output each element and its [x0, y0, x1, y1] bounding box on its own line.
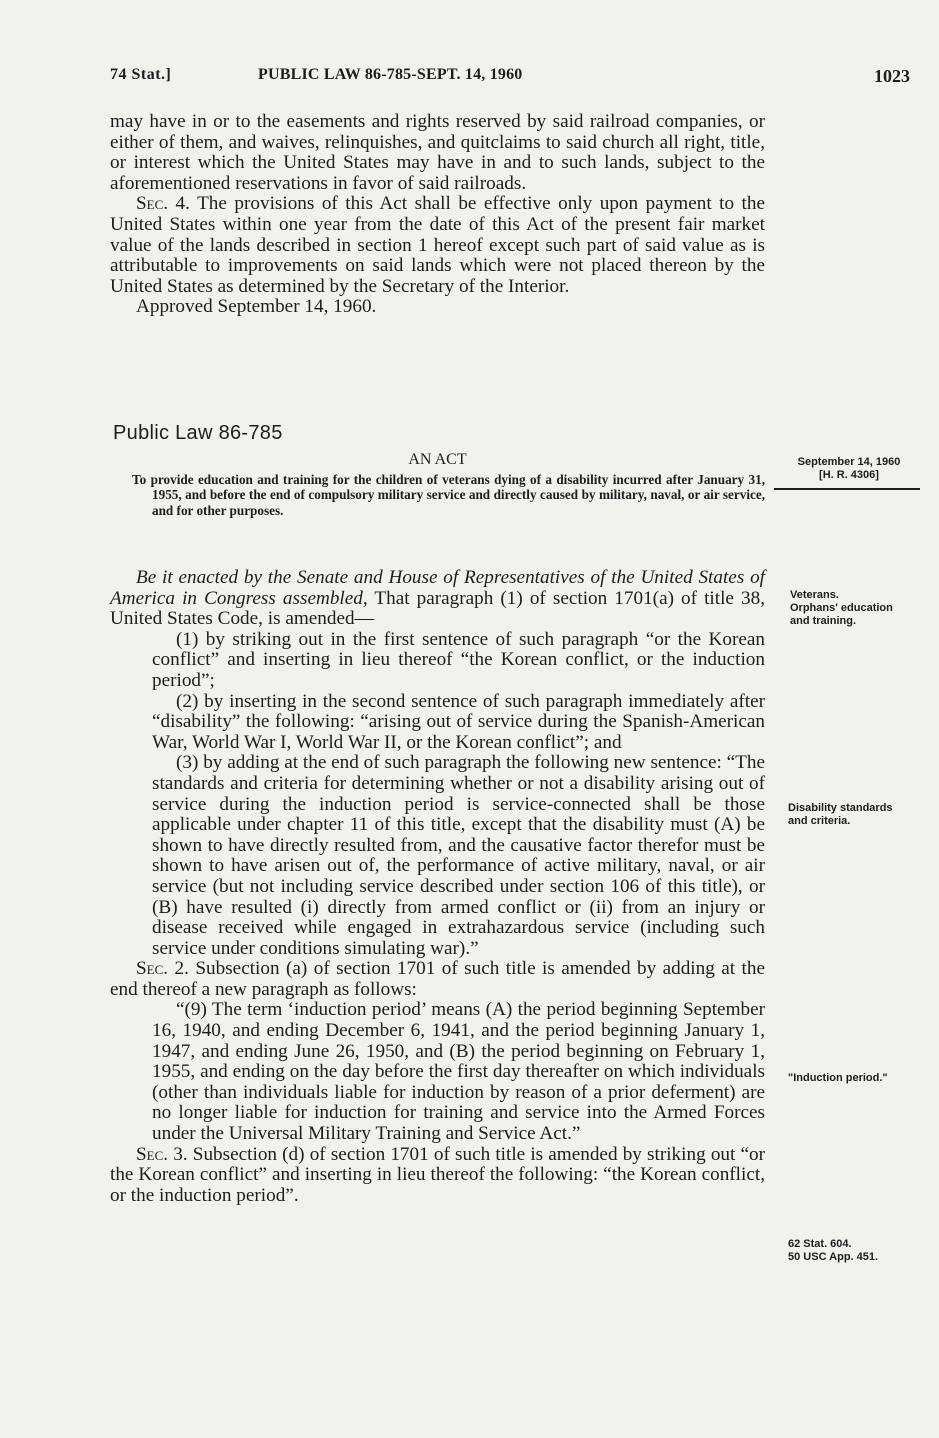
margin-veterans: Veterans.	[790, 589, 839, 601]
public-law-title: Public Law 86-785	[113, 422, 283, 444]
section-4	[110, 194, 765, 297]
margin-date-note	[778, 456, 920, 482]
margin-veterans-note	[778, 589, 908, 628]
section-2	[110, 959, 765, 1000]
section-2-label: Sec. 2.	[136, 958, 189, 980]
section-2-quoted-paragraph: “(9) The term ‘induction period’ means (A) the period beginning September 16, 1940, and ending December 6, 1941, and the period beginning January 1, 1947, and ending June 26, 1950, and (B) the period beginning on February 1, 1955, and ending on the day before the first day thereafter on which individuals (other than individuals liable for induction by reason of a prior deferment) are no longer liable for induction for training and service into the Armed Forces under the Universal Military Training and Service Act.”	[152, 999, 765, 1145]
section-4-label: Sec. 4.	[136, 193, 190, 215]
amendment-item-3: (3) by adding at the end of such paragraph the following new sentence: “The standards and criteria for determining whether or not a disability arising out of service during the induction period is service-connected shall be those applicable under chapter 11 of this title, except that the disability must (A) be shown to have directly resulted from, and the causative factor therefor must be shown to have arisen out of, the performance of active military, naval, or air service (but not including service described under section 106 of this title), or (B) have resulted (i) directly from armed conflict or (ii) from an injury or disease received while engaged in extrahazardous service (including such service under conditions simulating war).”	[152, 752, 765, 959]
section-3-text: Subsection (d) of section 1701 of such title is amended by striking out “or the Korean conflict” and inserting in lieu thereof the following: “the Korean conflict, or the induction period”.	[110, 1143, 765, 1206]
act-purpose: To provide education and training for the children of veterans dying of a disability incurred after January 31, 1955, and before the end of compulsory military service and directly caused by military, naval, or air service, and for other purposes.	[132, 472, 765, 518]
prior-act-continuation	[110, 112, 765, 318]
margin-orphans: Orphans' education and training.	[790, 602, 893, 627]
margin-references	[788, 1238, 913, 1264]
stat-volume: 74 Stat.]	[110, 66, 172, 83]
margin-stat-ref: 62 Stat. 604.	[788, 1238, 852, 1250]
act-heading: AN ACT	[408, 451, 467, 468]
approval-line: Approved September 14, 1960.	[136, 296, 377, 318]
amendment-item-1: (1) by striking out in the first sentence of such paragraph “or the Korean conflict” and inserting in lieu thereof “the Korean conflict, or the induction period”;	[152, 628, 765, 691]
margin-disability-note	[776, 802, 908, 828]
enacting-intro: That paragraph (1) of section 1701(a) of title 38, United States Code, is amended—	[110, 587, 765, 630]
section-3-label: Sec. 3.	[136, 1143, 188, 1165]
amendment-item-2: (2) by inserting in the second sentence of such paragraph immediately after “disability” the following: “arising out of service during the Spanish-American War, World War I, World War II, or the Korean conflict”; and	[152, 690, 765, 753]
margin-rule	[774, 488, 920, 490]
margin-induction-note	[776, 1072, 911, 1085]
section-2-text: Subsection (a) of section 1701 of such title is amended by adding at the end thereof a new paragraph as follows:	[110, 958, 765, 1000]
header-law-title: PUBLIC LAW 86-785-SEPT. 14, 1960	[258, 66, 523, 83]
enacting-paragraph	[110, 568, 765, 630]
margin-induction: "Induction period."	[788, 1072, 888, 1084]
running-header	[110, 66, 910, 90]
margin-disability: Disability standards and criteria.	[788, 802, 893, 827]
section-4-text: The provisions of this Act shall be effective only upon payment to the United States within one year from the date of this Act of the present fair market value of the lands described in section 1 hereof except such part of said value as is attributable to improvements on said lands which were not placed thereon by the United States as determined by the Secretary of the Interior.	[110, 193, 765, 297]
act-body	[110, 568, 765, 1206]
prior-paragraph: may have in or to the easements and rights reserved by said railroad companies, or either of them, and waives, relinquishes, and quitclaims to said church all right, title, or interest which the United States may have in and to such lands, subject to the aforementioned reservations in favor of said railroads.	[110, 111, 765, 194]
page-number: 1023	[874, 66, 910, 86]
section-3	[110, 1145, 765, 1207]
enacting-clause: Be it enacted by the Senate and House of Representatives of the United States of America in Congress assembled,	[110, 567, 765, 609]
margin-bill-number: [H. R. 4306]	[819, 469, 879, 481]
margin-usc-ref: 50 USC App. 451.	[788, 1251, 879, 1263]
margin-date: September 14, 1960	[797, 456, 901, 468]
